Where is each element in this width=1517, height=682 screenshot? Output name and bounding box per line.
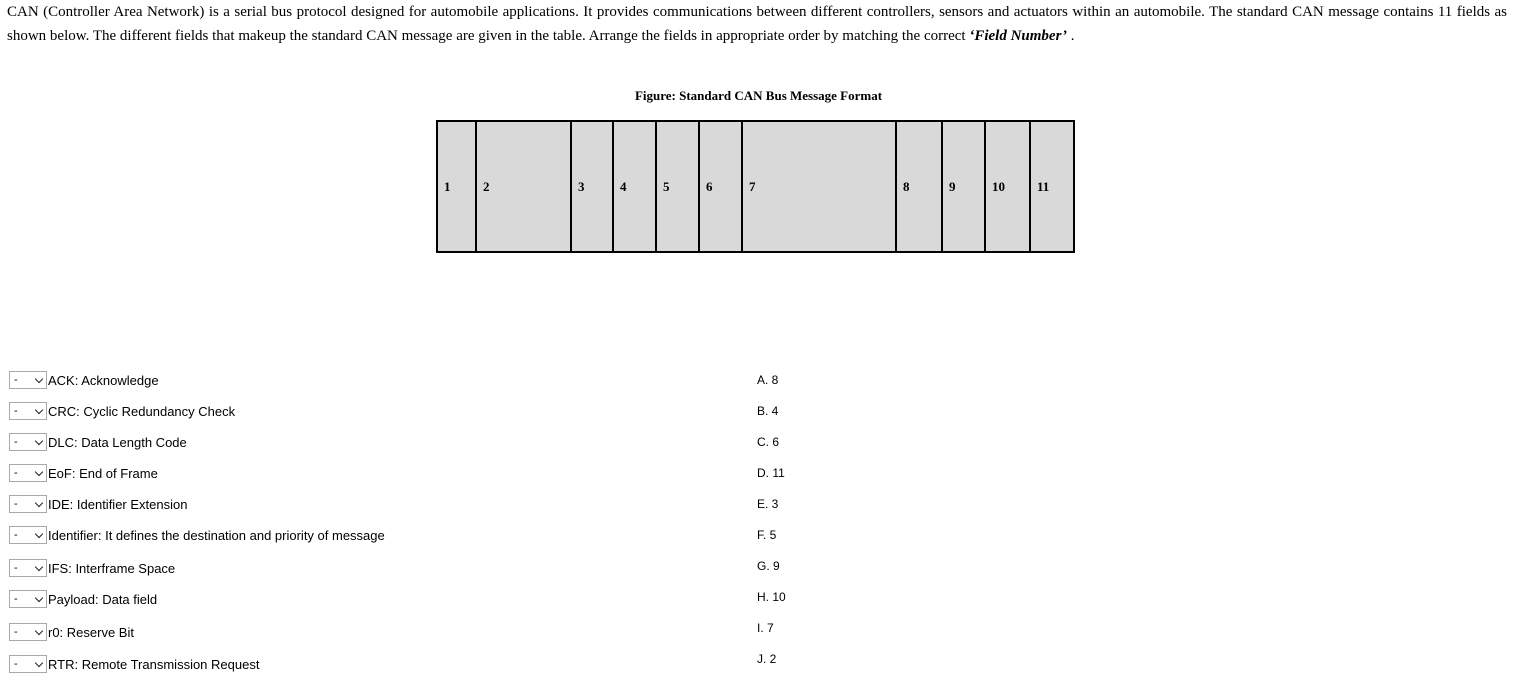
- field-number-select[interactable]: [9, 590, 47, 608]
- list-item: [9, 654, 259, 674]
- list-item: [9, 370, 159, 390]
- chevron-down-icon: [35, 498, 43, 506]
- frame-field-11: 11: [1037, 178, 1050, 194]
- frame-field-5: 5: [657, 122, 700, 251]
- answer-option: I. 7: [757, 621, 774, 635]
- list-item: [9, 494, 187, 514]
- select-value: -: [14, 562, 18, 574]
- answer-option: H. 10: [757, 590, 786, 604]
- list-item: [9, 463, 158, 483]
- field-number-select[interactable]: [9, 655, 47, 673]
- frame-field-10: 10: [986, 122, 1031, 251]
- chevron-down-icon: [35, 436, 43, 444]
- chevron-down-icon: [35, 374, 43, 382]
- item-label: EoF: End of Frame: [48, 465, 158, 481]
- chevron-down-icon: [35, 626, 43, 634]
- field-number-select[interactable]: [9, 526, 47, 544]
- select-value: -: [14, 626, 18, 638]
- select-value: -: [14, 498, 18, 510]
- item-label: IDE: Identifier Extension: [48, 496, 188, 512]
- question-text: [7, 0, 1507, 48]
- figure-caption: [0, 88, 1517, 104]
- frame-field-9: 9: [943, 122, 986, 251]
- item-label: CRC: Cyclic Redundancy Check: [48, 403, 236, 419]
- field-number-select[interactable]: [9, 623, 47, 641]
- item-label: IFS: Interframe Space: [48, 560, 176, 576]
- select-value: -: [14, 593, 18, 605]
- question-end: .: [1066, 28, 1075, 44]
- frame-field-6: 6: [700, 122, 743, 251]
- select-value: -: [14, 658, 18, 670]
- chevron-down-icon: [35, 562, 43, 570]
- chevron-down-icon: [35, 593, 43, 601]
- list-item: [9, 558, 175, 578]
- can-message-frame-figure: [436, 120, 1075, 253]
- chevron-down-icon: [35, 405, 43, 413]
- list-item: [9, 622, 134, 642]
- answer-option: A. 8: [757, 373, 779, 387]
- list-item: [9, 525, 385, 545]
- frame-field-7: 7: [743, 122, 897, 251]
- figure-caption-text: Figure: Standard CAN Bus Message Format: [634, 88, 883, 103]
- chevron-down-icon: [35, 658, 43, 666]
- select-value: -: [14, 436, 18, 448]
- frame-field-2: 2: [477, 122, 572, 251]
- item-label: DLC: Data Length Code: [48, 434, 187, 450]
- answer-option: F. 5: [757, 528, 777, 542]
- answer-option: G. 9: [757, 559, 780, 573]
- chevron-down-icon: [35, 467, 43, 475]
- field-number-select[interactable]: [9, 495, 47, 513]
- item-label: RTR: Remote Transmission Request: [48, 656, 260, 672]
- select-value: -: [14, 405, 18, 417]
- item-label: Payload: Data field: [48, 591, 158, 607]
- answer-option: E. 3: [757, 497, 779, 511]
- answer-option: D. 11: [757, 466, 785, 480]
- item-label: r0: Reserve Bit: [48, 624, 134, 640]
- answer-option: C. 6: [757, 435, 780, 449]
- field-number-emphasis: ‘Field Number’: [969, 28, 1067, 44]
- field-number-select[interactable]: [9, 371, 47, 389]
- item-label: ACK: Acknowledge: [48, 372, 159, 388]
- item-label: Identifier: It defines the destination and priority of message: [48, 527, 385, 543]
- list-item: [9, 589, 157, 609]
- field-number-select[interactable]: [9, 559, 47, 577]
- frame-field-8: 8: [897, 122, 943, 251]
- answer-option: J. 2: [757, 652, 777, 666]
- field-number-select[interactable]: [9, 464, 47, 482]
- list-item: [9, 432, 187, 452]
- select-value: -: [14, 467, 18, 479]
- frame-field-3: 3: [572, 122, 614, 251]
- question-body: CAN (Controller Area Network) is a serial bus protocol designed for automobile applications. It provides communications between different controllers, sensors and actuators within an automobile. The standard CAN message contains 11 fields as shown below. The different fields that makeup the standard CAN message are given in the table. Arrange the fields in appropriate order by matching the correct: [7, 4, 1507, 44]
- field-number-select[interactable]: [9, 402, 47, 420]
- answer-option: B. 4: [757, 404, 779, 418]
- field-number-select[interactable]: [9, 433, 47, 451]
- frame-field-4: 4: [614, 122, 657, 251]
- select-value: -: [14, 529, 18, 541]
- frame-field-1: 1: [438, 122, 477, 251]
- chevron-down-icon: [35, 529, 43, 537]
- select-value: -: [14, 374, 18, 386]
- list-item: [9, 401, 235, 421]
